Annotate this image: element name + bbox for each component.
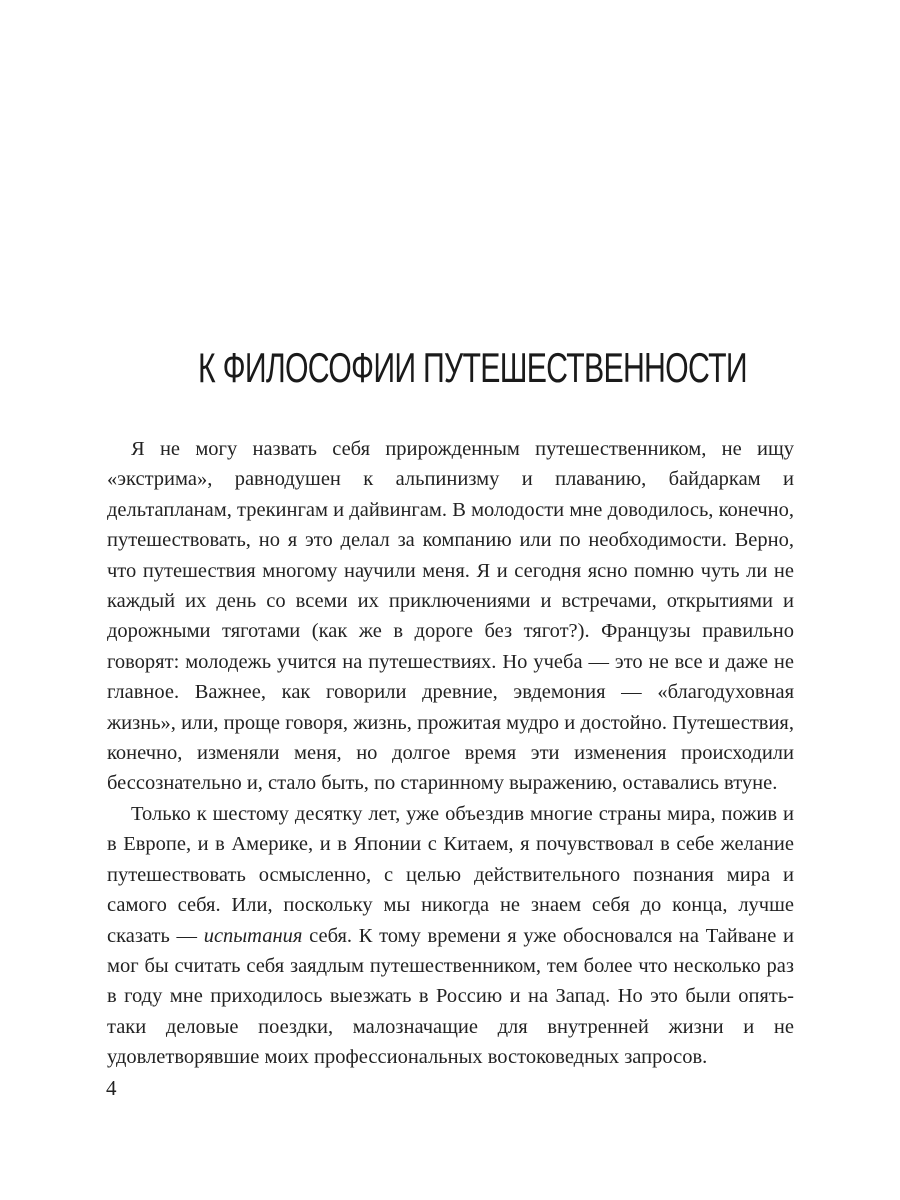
paragraph-2	[107, 799, 794, 1073]
paragraph-1: Я не могу назвать себя прирожденным путешественником, не ищу «экстрима», равнодушен к альпинизму и плаванию, байдаркам и дельтапланам, трекингам и дайвингам. В молодости мне доводилось, конечно, путешествовать, но я это делал за компанию или по необходимости. Верно, что путешествия многому научили меня. Я и сегодня ясно помню чуть ли не каждый их день со всеми их приключениями и встречами, открытиями и дорожными тяготами (как же в дороге без тягот?). Французы правильно говорят: молодежь учится на путешествиях. Но учеба — это не все и даже не главное. Важнее, как говорили древние, эвдемония — «благодуховная жизнь», или, проще говоря, жизнь, прожитая мудро и достойно. Путешествия, конечно, изменяли меня, но долгое время эти изменения происходили бессознательно и, стало быть, по старинному выражению, оставались втуне.	[107, 438, 794, 795]
body-text	[107, 434, 794, 1073]
page-number: 4	[106, 1076, 117, 1100]
paragraph-2-text-after: себя. К тому времени я уже обосновался на Тайване и мог бы считать себя заядлым путешественником, тем более что несколько раз в году мне приходилось выезжать в Россию и на Запад. Но это были опять-таки деловые поездки, малозначащие для внутренней жизни и не удовлетворявшие моих профессиональных востоковедных запросов.	[107, 924, 795, 1069]
chapter-title: К ФИЛОСОФИИ ПУТЕШЕСТВЕННОСТИ	[197, 344, 747, 391]
paragraph-2-emphasis: испытания	[203, 924, 303, 947]
paragraph-2-text-before: Только к шестому десятку лет, уже объездив многие страны мира, пожив и в Европе, и в Америке, и в Японии с Китаем, я почувствовал в себе желание путешествовать осмысленно, с целью действительного познания мира и самого себя. Или, поскольку мы никогда не знаем себя до конца, лучше сказать —	[107, 802, 794, 947]
